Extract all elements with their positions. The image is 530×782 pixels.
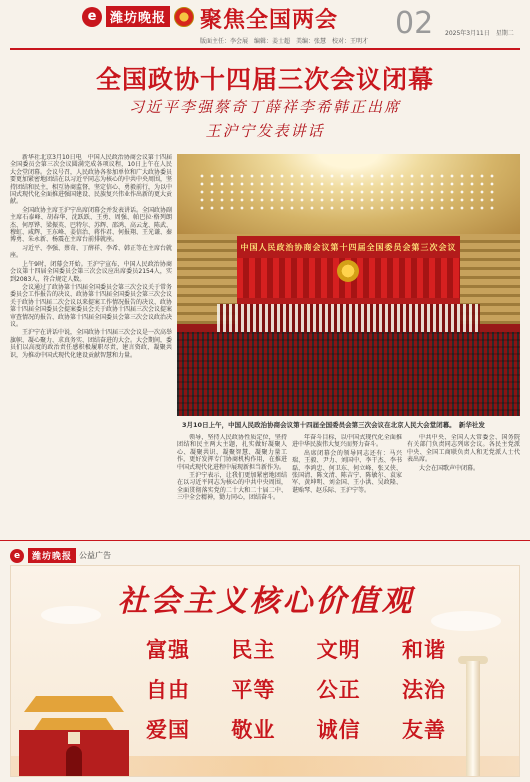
page-number: 02: [395, 6, 434, 41]
paragraph: 新华社北京3月10日电 中国人民政治协商会议第十四届全国委员会第三次会议圆满完成各项议程，10日上午在人民大会堂闭幕。会议号召，人民政协各参加单位和广大政协委员要更加紧密地团结在以习近平同志为核心的中共中央周围，坚持团结和民主，相互协商监督，坚定信心、勇毅前行，为以中国式现代化全面推进强国建设、民族复兴伟业作出新的更大贡献。: [10, 154, 172, 206]
value-item: 友善: [401, 718, 446, 742]
value-item: 公正: [316, 678, 361, 702]
logo-text: 潍坊晚报: [28, 548, 76, 563]
article-column-3: [292, 434, 402, 534]
values-row: [146, 634, 446, 664]
article-column-1: [10, 154, 172, 534]
paragraph: 中共中央、全国人大常委会、国务院有关部门负责同志列席会议。各民主党派中央、全国工商联负责人和无党派人士代表出席。: [407, 434, 520, 464]
value-item: 文明: [316, 638, 361, 662]
value-item: 诚信: [316, 718, 361, 742]
huabiao-column-illustration: [466, 661, 480, 777]
public-service-ad: [10, 565, 520, 777]
core-values-grid: [146, 634, 446, 754]
article-subhead-2: 王沪宁发表讲话: [205, 122, 325, 140]
paragraph: 全国政协主席王沪宁出席闭幕会并发表讲话。全国政协副主席石泰峰、胡春华、沈跃跃、王勇、周强、帕巴拉·格列朗杰、何厚铧、梁振英、巴特尔、苏辉、邵鸿、高云龙、陈武、穆虹、咸辉、王东峰、姜信治、蒋作君、何报翔、王光谦、秦博勇、朱永新、杨震在主席台前排就座。: [10, 206, 172, 244]
paragraph: 习近平、李强、蔡奇、丁薛祥、李希、韩正等在主席台就座。: [10, 244, 172, 260]
ad-logo: [10, 548, 111, 563]
ad-title: 社会主义核心价值观: [117, 584, 415, 619]
value-item: 自由: [146, 678, 190, 702]
photo-caption: 3月10日上午，中国人民政治协商会议第十四届全国委员会第三次会议在北京人民大会堂闭幕。 新华社发: [182, 421, 485, 429]
article-subhead-1: 习近平李强蔡奇丁薛祥李希韩正出席: [128, 98, 401, 116]
tiananmen-gate-illustration: [19, 696, 129, 777]
editor-credits: 版面主任：李会展 编辑：姜士超 美编：张慧 校对：王明才: [200, 38, 369, 45]
value-item: 平等: [231, 678, 276, 702]
value-item: 和谐: [401, 638, 446, 662]
paragraph: 上午9时，闭幕会开始。王沪宁宣布，中国人民政治协商会议第十四届全国委员会第三次会议应出席委员2154人，实到2083人，符合规定人数。: [10, 260, 172, 283]
stage-banner: 中国人民政治协商会议第十四届全国委员会第三次会议: [240, 243, 457, 252]
stage: [237, 236, 460, 306]
gate-portrait: [68, 732, 80, 744]
section-title: 聚焦全国两会: [200, 7, 339, 33]
value-item: 爱国: [146, 718, 190, 742]
assembly-hall-photo: [177, 154, 520, 416]
gate-roof-lower: [34, 718, 114, 730]
article-column-2: [177, 434, 287, 534]
paragraph: 王沪宁表示，让我们更加紧密地团结在以习近平同志为核心的中共中央周围，全面贯彻落实党的二十大和二十届二中、三中全会精神，勠力同心，团结奋斗。: [177, 472, 287, 502]
paragraph: 会议通过了政协第十四届全国委员会第三次会议关于常务委员会工作报告的决议、政协第十四届全国委员会第三次会议关于政协十四届二次会议以来提案工作情况报告的决议、政协第十四届全国委员会提案委员会关于政协十四届三次会议提案审查情况的报告、政协第十四届全国委员会第三次会议政治决议。: [10, 283, 172, 328]
stage-emblem-icon: [337, 260, 359, 282]
value-item: 敬业: [231, 718, 276, 742]
article-column-4: [407, 434, 520, 534]
logo-e-icon: e: [10, 549, 24, 563]
newspaper-logo: [82, 6, 194, 27]
values-row: [146, 674, 446, 704]
value-item: 富强: [146, 638, 190, 662]
paragraph: 领导，坚持人民政协性质定位，坚持团结和民主两大主题，扎实做好凝聚人心、凝聚共识、凝聚智慧、凝聚力量工作，更好发挥专门协商机构作用，在推进中国式现代化进程中展现新担当新作为。: [177, 434, 287, 471]
hall-ceiling: [177, 154, 520, 234]
paragraph: 出席闭幕会的领导同志还有：马兴瑞、王毅、尹力、刘国中、李干杰、李书磊、李鸿忠、何卫东、何立峰、张又侠、张国清、陈文清、陈吉宁、陈敏尔、袁家军、黄坤明、刘金国、王小洪、吴政隆、谌贻琴、赵乐际、王沪宁等。: [292, 449, 402, 494]
logo-text: 潍坊晚报: [106, 6, 170, 27]
masthead: [0, 0, 530, 52]
paragraph: 王沪宁在讲话中说，全国政协十四届三次会议是一次高举旗帜、凝心聚力、求真务实、团结奋进的大会。大会期间，委员们以高度的政治责任感积极履职尽责，建言资政、凝聚共识，为推动中国式现代化建设贡献智慧和力量。: [10, 329, 172, 359]
gate-door: [66, 746, 82, 777]
article-headline: 全国政协十四届三次会议闭幕: [95, 65, 434, 94]
audience-seats: [177, 332, 520, 416]
paragraph: 大会在国歌声中闭幕。: [419, 464, 480, 472]
masthead-divider: [10, 48, 520, 50]
ad-label: 公益广告: [79, 551, 112, 560]
values-row: [146, 714, 446, 744]
ceiling-lights: [197, 172, 500, 212]
paragraph: 年奋斗目标，以中国式现代化全面推进中华民族伟大复兴而努力奋斗。: [292, 434, 402, 449]
value-item: 民主: [231, 638, 276, 662]
ad-divider: [0, 540, 530, 541]
issue-date: 2025年3月11日 星期二: [445, 30, 514, 37]
presidium-seats: [217, 304, 480, 332]
cppcc-emblem-icon: [174, 7, 194, 27]
gate-roof: [24, 696, 124, 712]
logo-e-icon: e: [82, 7, 102, 27]
value-item: 法治: [401, 678, 446, 702]
